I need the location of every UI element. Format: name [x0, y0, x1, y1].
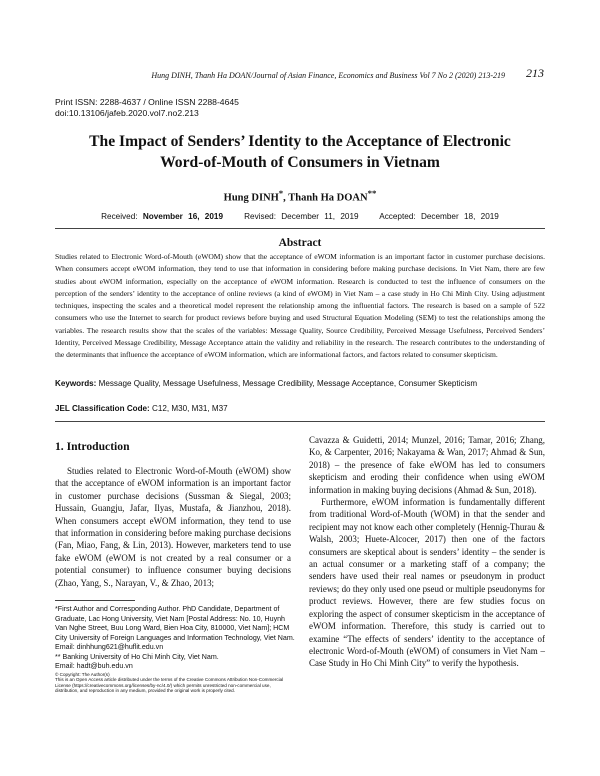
submission-dates — [60, 212, 540, 221]
top-divider — [55, 228, 545, 229]
revised-label: Revised: — [244, 212, 276, 221]
copyright-note: © Copyright: The Author(s) — [55, 671, 110, 677]
paper-title — [60, 131, 540, 173]
keywords-line — [55, 379, 545, 388]
jel-label: JEL Classification Code: — [55, 404, 150, 413]
received-date: November 16, 2019 — [142, 212, 224, 221]
intro-paragraph-continued: Cavazza & Guidetti, 2014; Munzel, 2016; Tamar, 2016; Zhang, Ko, & Carpenter, 2016; Nakayama & Wan, 2017; Ahmad & Sun, 2018) – the presence of fake eWOM has led to consumers skepticism and eroding their confidence when using eWOM information in making buying decisions (Ahmad & Sun, 2018). — [309, 435, 545, 495]
author-list — [60, 188, 540, 204]
first-author-note: *First Author and Corresponding Author. PhD Candidate, Department of Graduate, Lac Hong University, Viet Nam [Postal Address: No. 10, Huynh Van Nghe Street, Buu Long Ward, Bien Hoa City, 810000, Viet Nam]; HCM City University of Foreign Languages and Information Technology, Viet Nam. — [55, 605, 295, 642]
license-note: This is an Open Access article distributed under the terms of the Creative Commons Attribution Non-Commercial License (https://creativecommons.org/licenses/by-nc/4.0/) which permits unrestricted non-commercial use, distribution, and reproduction in any medium, provided the original work is properly cited. — [55, 677, 284, 694]
footnote-divider — [55, 600, 135, 601]
keywords-value: Message Quality, Message Usefulness, Message Credibility, Message Acceptance, Consumer Skepticism — [98, 379, 478, 388]
received-label: Received: — [101, 212, 138, 221]
accepted-date: December 18, 2019 — [420, 212, 499, 221]
accepted-label: Accepted: — [379, 212, 416, 221]
left-column — [55, 465, 291, 589]
second-author-note: ** Banking University of Ho Chi Minh City, Viet Nam. — [55, 652, 219, 661]
bottom-divider — [55, 421, 545, 422]
revised-date: December 11, 2019 — [281, 212, 359, 221]
author-1-mark: * — [278, 188, 284, 198]
doi-line: doi:10.13106/jafeb.2020.vol7.no2.213 — [55, 108, 199, 118]
issn-block — [55, 97, 239, 119]
author-2-mark: ** — [367, 188, 377, 198]
page-number: 213 — [526, 66, 544, 80]
abstract-heading: Abstract — [278, 237, 322, 249]
issn-line: Print ISSN: 2288-4637 / Online ISSN 2288-4645 — [55, 97, 239, 107]
jel-value: C12, M30, M31, M37 — [152, 404, 228, 413]
author-1: Hung DINH — [223, 192, 279, 204]
running-header: Hung DINH, Thanh Ha DOAN/Journal of Asian Finance, Economics and Business Vol 7 No 2 (2020) 213-219 — [151, 71, 505, 80]
intro-paragraph-1: Studies related to Electronic Word-of-Mouth (eWOM) show that the acceptance of eWOM information is an important factor in customer purchase decisions (Sussman & Siegal, 2003; Hussain, Guangju, Jafar, Ilyas, Mustafa, & Jianzhou, 2018). When consumers accept eWOM information, they tend to use that information in considering before making purchase decisions (Fan, Miao, Fang, & Lin, 2013). However, marketers tend to use fake eWOM (eWOM is not created by a real consumer or a potential consumer) to influence consumer buying decisions (Zhao, Yang, S., Narayan, V., & Zhao, 2013; — [55, 466, 291, 588]
section-heading-introduction: 1. Introduction — [55, 440, 130, 453]
author-separator: , — [283, 192, 289, 204]
right-column — [309, 434, 545, 670]
title-line-2: Word-of-Mouth of Consumers in Vietnam — [160, 154, 440, 171]
title-line-1: The Impact of Senders’ Identity to the Acceptance of Electronic — [89, 133, 511, 150]
footnote-block — [55, 605, 295, 694]
jel-line — [55, 404, 545, 413]
intro-paragraph-2: Furthermore, eWOM information is fundamentally different from traditional Word-of-Mouth (WOM) in that the sender and recipient may not know each other completely (Hennig-Thurau & Walsh, 2003; Huete-Alcocer, 2017) then one of the factors consumers are skeptical about is senders’ identity – the sender is an actual consumer or a marketing staff of a company; the senders have used their real names or pseudonym in product reviews; do they only used one pseud or multiple pseudonyms for product reviews. However, there are few studies focus on exploring the aspect of consumer skepticism in the acceptance of eWOM information. Therefore, this study is carried out to examine “The effects of senders’ identity to the acceptance of electronic Word-of-Mouth (eWOM) of consumers in Viet Nam – Case Study in Ho Chi Minh City” to verify the hypothesis. — [309, 497, 545, 669]
second-author-email: Email: hadt@buh.edu.vn — [55, 662, 133, 670]
keywords-label: Keywords: — [55, 379, 97, 388]
first-author-email: Email: dinhhung621@huflit.edu.vn — [55, 643, 164, 651]
abstract-body: Studies related to Electronic Word-of-Mouth (eWOM) show that the acceptance of eWOM information is an important factor in customer purchase decisions. When consumers accept eWOM information, they tend to use that information in considering before making purchase decisions. In Viet Nam, there are few studies about eWOM information, especially on the acceptance of eWOM information. Research is conducted to test the influence of consumers on the perception of the senders’ identity to the acceptance of online reviews (a kind of eWOM) in Viet Nam – a case study in Ho Chi Minh City. Using adjustment techniques, inspecting the scales and a theoretical model represent the relationship among the influential factors. The research is based on a sample of 522 consumers who use the Internet to search for product reviews before buying and used Structural Equation Modeling (SEM) to test the relationships among the variables. The research results show that the scales of the variables: Message Quality, Source Credibility, Perceived Message Usefulness, Perceived Senders’ Identity, Perceived Message Credibility, Message Acceptance attain the validity and reliability in the research. The research contributes to the understanding of the determinants that influence the acceptance of eWOM information, which are informational factors, and factors related to consumer skepticism. — [55, 252, 545, 360]
author-2: Thanh Ha DOAN — [288, 192, 368, 204]
